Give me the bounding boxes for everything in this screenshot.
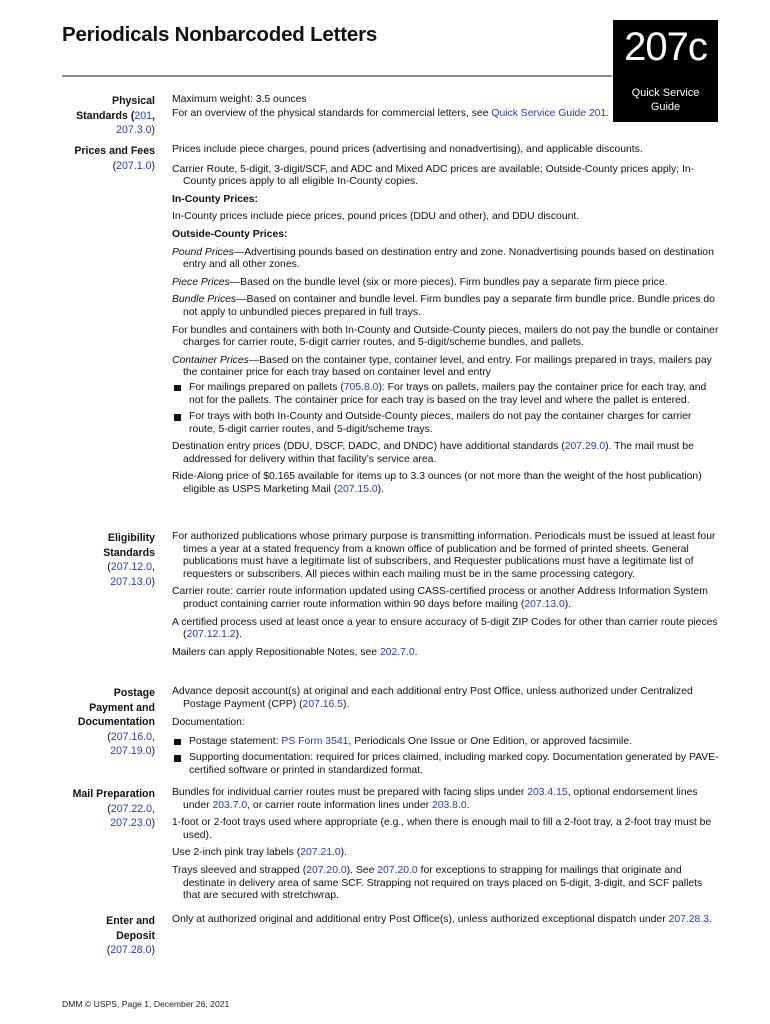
paragraph: For an overview of the physical standards for commercial letters, see Quick Service Guide 201. (172, 107, 610, 119)
badge-label: Quick Service Guide (631, 87, 700, 113)
ref-link[interactable]: 207.3.0 (116, 124, 152, 136)
list-item: Postage statement: PS Form 3541, Periodicals One Issue or One Edition, or approved facsimile. (172, 736, 719, 749)
section-body (172, 914, 719, 932)
paragraph: Trays sleeved and strapped (207.20.0). See 207.20.0 for exceptions to strapping for mailings that originate and destinate in delivery area of same SCF. Strapping not required on trays placed on 5-digit, 3-digit, and SCF pallets that are secured with stretchwrap. (172, 864, 703, 902)
paragraph: Carrier route: carrier route information updated using CASS-certified process or another Address Information System product containing carrier route information within 90 days before mailing (207.13.0). (172, 586, 708, 610)
section-body (172, 686, 719, 783)
section-label: Postage Payment and Documentation (207.16.0, 207.19.0) (77, 687, 155, 757)
paragraph: Destination entry prices (DDU, DSCF, DADC, and DNDC) have additional standards (207.29.0). The mail must be addressed for delivery within that facility’s service area. (172, 441, 694, 465)
badge-number: 207c (624, 25, 707, 69)
ref-link[interactable]: 202.7.0 (379, 646, 415, 658)
ref-link[interactable]: 207.15.0 (337, 484, 378, 496)
paragraph: Bundle Prices—Based on container and bundle level. Firm bundles pay a separate firm bundle price. Bundle prices do not apply to unbundled pieces prepared in full trays. (172, 294, 715, 318)
ref-link[interactable]: 207.12.0 (110, 561, 153, 573)
paragraph: Pound Prices—Advertising pounds based on destination entry and zone. Nonadvertising pounds based on destination entry and all other zones. (172, 246, 714, 271)
ref-link[interactable]: 207.13.0 (110, 575, 152, 588)
paragraph: Container Prices—Based on the container type, container level, and entry. For mailings prepared in trays, mailers pay the container price for each tray based on container level and entry (172, 354, 712, 379)
header-divider (62, 75, 612, 77)
paragraph: Only at authorized original and additional entry Post Office(s), unless authorized exceptional dispatch under 207.28.3. (172, 914, 712, 925)
paragraph: Ride-Along price of $0.165 available for items up to 3.3 ounces (or not more than the weight of the host publication) eligible as USPS Marketing Mail (207.15.0). (172, 471, 702, 496)
ref-link[interactable]: Quick Service Guide 201 (491, 107, 607, 119)
ref-link[interactable]: 705.8.0 (343, 381, 379, 393)
bullet-list (172, 382, 719, 436)
paragraph: Documentation: (172, 717, 245, 729)
bullet-icon (174, 755, 181, 762)
paragraph: Piece Prices—Based on the bundle level (six or more pieces). Firm bundles pay a separate firm piece price. (172, 276, 668, 288)
section-body (172, 94, 719, 125)
ref-link[interactable]: 203.7.0 (212, 799, 248, 811)
subheading: In-County Prices: (172, 193, 259, 205)
bullet-icon (174, 739, 181, 746)
bullet-icon (174, 414, 181, 421)
list-item: For trays with both In-County and Outside-County pieces, mailers do not pay the container charges for carrier route, 5-digit carrier routes, and 5-digit/scheme trays. (172, 411, 719, 436)
paragraph: Advance deposit account(s) at original and each additional entry Post Office, unless authorized under Centralized Postage Payment (CPP) (207.16.5). (172, 686, 693, 710)
paragraph: A certified process used at least once a year to ensure accuracy of 5-digit ZIP Codes for other than carrier route pieces (207.12.1.2). (172, 616, 718, 641)
paragraph: Carrier Route, 5-digit, 3-digit/SCF, and ADC and Mixed ADC prices are available; Outside-County prices apply; In-County prices apply to all eligible In-County copies. (172, 163, 695, 188)
ref-link[interactable]: 207.20.0 (377, 864, 418, 876)
bullet-icon (174, 385, 181, 392)
ref-link[interactable]: 207.16.5 (302, 698, 343, 710)
paragraph: For authorized publications whose primary purpose is transmitting information. Periodicals must be issued at least four times a year at a stated frequency from a known office of publication and be formed of printed sheets. General publications must have a legitimate list of subscribers, and Requester publications must have a legitimate list of requesters or subscribers. All pieces within each mailing must be in the same processing category. (172, 531, 716, 580)
paragraph: Use 2-inch pink tray labels (207.21.0). (172, 847, 348, 859)
paragraph: Bundles for individual carrier routes must be prepared with facing slips under 203.4.15, optional endorsement lines under 203.7.0, or carrier route information lines under 203.8.0. (172, 787, 698, 811)
section-body (172, 144, 719, 502)
ref-link[interactable]: PS Form 3541 (281, 735, 349, 747)
section-body (172, 787, 719, 908)
section-label: Enter and Deposit (207.28.0) (106, 915, 155, 956)
paragraph: Mailers can apply Repositionable Notes, see 202.7.0. (172, 646, 418, 658)
ref-link[interactable]: 207.13.0 (524, 598, 565, 610)
section-label: Physical Standards (201, 207.3.0) (76, 95, 155, 136)
bullet-list (172, 736, 719, 778)
paragraph: Maximum weight: 3.5 ounces (172, 94, 307, 105)
ref-link[interactable]: 203.8.0 (431, 799, 467, 811)
section-body (172, 531, 719, 664)
page-title: Periodicals Nonbarcoded Letters (62, 23, 378, 46)
section-label: Eligibility Standards (207.12.0, 207.13.0) (103, 532, 155, 588)
page-footer: DMM © USPS, Page 1, December 26, 2021 (62, 999, 230, 1009)
ref-link[interactable]: 203.4.15 (527, 787, 568, 798)
ref-link[interactable]: 207.22.0 (110, 802, 153, 815)
ref-link[interactable]: 207.23.0 (110, 817, 152, 829)
ref-link[interactable]: 207.29.0 (564, 441, 606, 453)
ref-link[interactable]: 201 (134, 109, 153, 122)
list-item: Supporting documentation: required for prices claimed, including marked copy. Documentation generated by PAVE-certified software or printed in standardized format. (172, 752, 719, 777)
ref-link[interactable]: 207.20.0 (306, 864, 347, 876)
ref-link[interactable]: 207.16.0 (110, 730, 153, 743)
section-label: Prices and Fees (207.1.0) (74, 145, 155, 172)
ref-link[interactable]: 207.28.0 (110, 944, 152, 956)
ref-link[interactable]: 207.12.1.2 (186, 629, 236, 641)
ref-link[interactable]: 207.28.3 (668, 914, 709, 925)
paragraph: For bundles and containers with both In-County and Outside-County pieces, mailers do not pay the bundle or container charges for carrier route, 5-digit carrier routes, and 5-digit/scheme bundles, and pallets. (172, 324, 719, 349)
subheading: Outside-County Prices: (172, 228, 288, 240)
paragraph: In-County prices include piece prices, pound prices (DDU and other), and DDU discount. (172, 211, 580, 223)
paragraph: 1-foot or 2-foot trays used where appropriate (e.g., when there is enough mail to fill a 2-foot tray, a 2-foot tray must be used). (172, 817, 712, 841)
ref-link[interactable]: 207.21.0 (300, 847, 341, 859)
paragraph: Prices include piece charges, pound prices (advertising and nonadvertising), and applicable discounts. (172, 144, 643, 155)
section-label: Mail Preparation (207.22.0, 207.23.0) (72, 788, 155, 829)
ref-link[interactable]: 207.1.0 (116, 159, 152, 172)
ref-link[interactable]: 207.19.0 (110, 745, 152, 757)
list-item: For mailings prepared on pallets (705.8.0): For trays on pallets, mailers pay the container price for each tray, and not for the pallets. The container price for each tray is based on the tray level and where the pallet is entered. (172, 382, 719, 407)
